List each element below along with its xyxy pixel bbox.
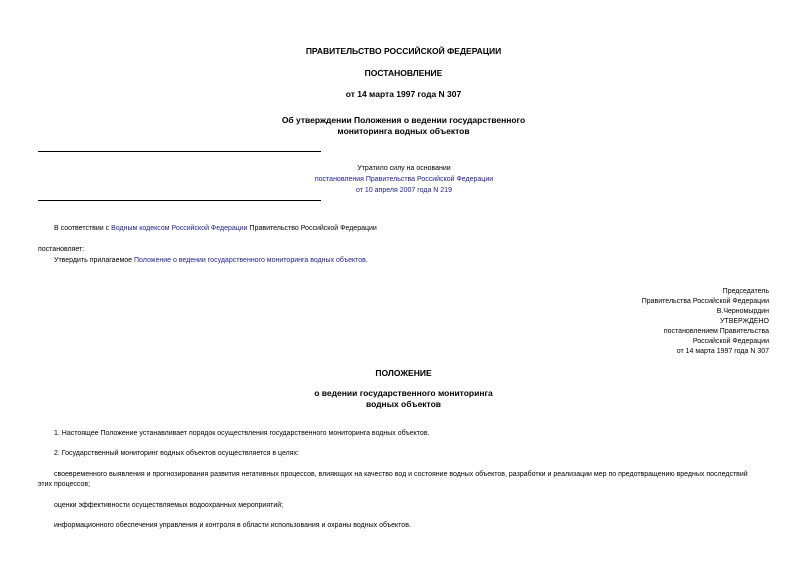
preamble-paragraph	[54, 224, 377, 233]
clause-2-item-1-cont: этих процессов;	[38, 481, 91, 488]
preamble-prefix: В соответствии с	[54, 225, 112, 232]
approved-by: постановлением Правительства	[663, 328, 769, 335]
divider-top	[38, 151, 321, 152]
approved-by-country: Российской Федерации	[692, 338, 769, 345]
regulation-link[interactable]: Положение о ведении государственного мониторинга водных объектов	[134, 257, 366, 264]
status-note-link-line1[interactable]	[306, 175, 502, 185]
document-title-line1: Об утверждении Положения о ведении государственного	[281, 115, 526, 125]
clause-2-item-3: информационного обеспечения управления и контроля в области использования и охраны водных объектов.	[54, 522, 411, 529]
clause-2-item-1: своевременного выявления и прогнозирования развития негативных процессов, влияющих на качество вод и состояние водных объектов, разработки и реализации мер по предотвращению вредных последствий	[54, 471, 748, 478]
divider-bottom	[38, 200, 321, 201]
approved-date: от 14 марта 1997 года N 307	[676, 348, 769, 355]
clause-2: 2. Государственный мониторинг водных объектов осуществляется в целях:	[54, 450, 299, 457]
signature-role2: Правительства Российской Федерации	[641, 298, 769, 305]
government-heading: ПРАВИТЕЛЬСТВО РОССИЙСКОЙ ФЕДЕРАЦИИ	[305, 46, 502, 56]
regulation-subtitle-line2: водных объектов	[365, 399, 442, 409]
decrees-word: постановляет:	[38, 246, 85, 253]
status-note-text: Утратило силу на основании	[357, 165, 451, 172]
regulation-heading: ПОЛОЖЕНИЕ	[375, 368, 432, 378]
repeal-decree-link[interactable]: постановления Правительства Российской Федерации	[314, 176, 494, 183]
status-note-link-line2[interactable]	[306, 186, 502, 196]
approve-prefix: Утвердить прилагаемое	[54, 257, 135, 264]
water-code-link[interactable]: Водным кодексом Российской Федерации	[111, 225, 248, 232]
signature-role1: Председатель	[722, 288, 769, 295]
clause-2-item-2: оценки эффективности осуществляемых водоохранных мероприятий;	[54, 502, 284, 509]
approved-label: УТВЕРЖДЕНО	[719, 318, 769, 325]
document-title-line2: мониторинга водных объектов	[337, 126, 470, 136]
regulation-subtitle-line1: о ведении государственного мониторинга	[314, 388, 493, 398]
document-date: от 14 марта 1997 года N 307	[345, 89, 462, 99]
repeal-decree-date-link[interactable]: от 10 апреля 2007 года N 219	[356, 187, 452, 194]
document-type: ПОСТАНОВЛЕНИЕ	[364, 68, 443, 78]
preamble-suffix: Правительство Российской Федерации	[247, 225, 377, 232]
clause-1: 1. Настоящее Положение устанавливает порядок осуществления государственного мониторинга водных объектов.	[54, 430, 430, 437]
signature-name: В.Черномырдин	[716, 308, 769, 315]
approve-suffix: .	[365, 257, 368, 264]
approve-paragraph	[54, 256, 368, 265]
